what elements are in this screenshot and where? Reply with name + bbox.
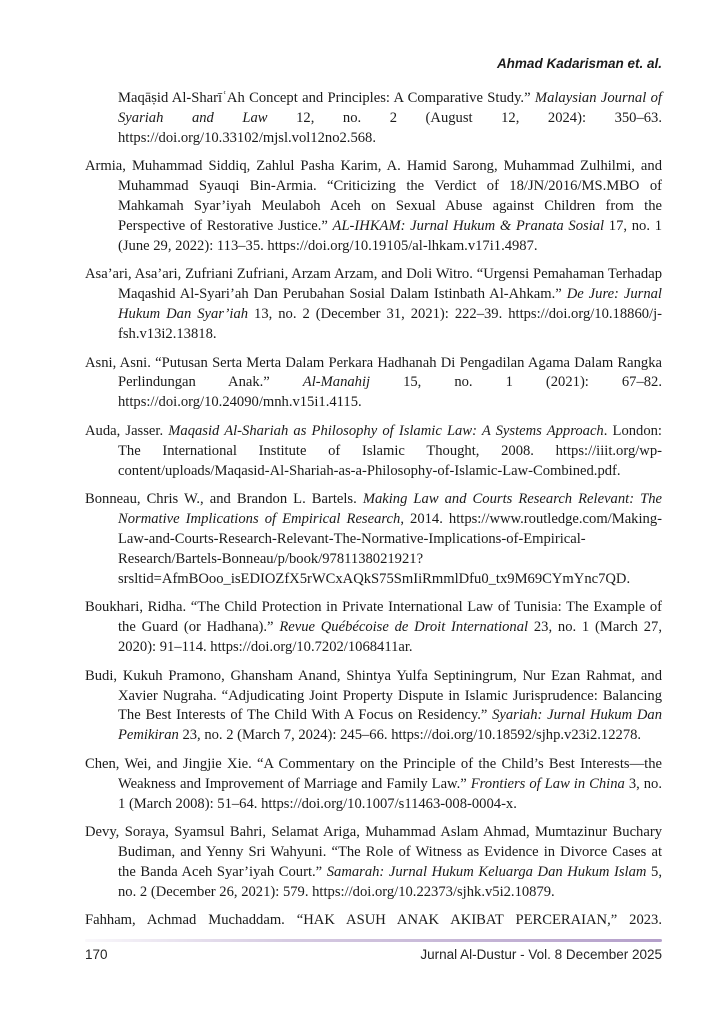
reference-text: , 2014. https://www.routledge.com/Making-Law-and-Courts-Research-Relevant-The-Normative-Implications-of-Empirical-Research/Bartels-Bonneau/p/book/9781138021921?srsltid=AfmBOoo_isEDIOZfX5rWCxAQkS75SmIiRmmlDfu0_tx9M69CYmYnc7QD. xyxy=(118,511,662,587)
reference-entry xyxy=(85,422,662,481)
reference-title-italic: Syariah: Jurnal Hukum Dan Pemikiran xyxy=(118,707,663,744)
reference-text: Chen, Wei, and Jingjie Xie. “A Commentary on the Principle of the Child’s Best Interests—the Weakness and Improvement of Marriage and Family Law.” xyxy=(85,755,662,792)
footer-divider xyxy=(85,939,662,942)
reference-title-italic: AL-IHKAM: Jurnal Hukum & Pranata Sosial xyxy=(332,217,605,234)
reference-entry xyxy=(85,823,662,902)
page-number: 170 xyxy=(85,947,108,962)
reference-entry xyxy=(85,157,662,256)
reference-text: Bonneau, Chris W., and Brandon L. Bartels. xyxy=(85,491,363,508)
reference-title-italic: De Jure: Jurnal Hukum Dan Syar’iah xyxy=(118,286,662,322)
reference-text: Maqāṣid Al-SharīʿAh Concept and Principles: A Comparative Study.” xyxy=(118,90,535,106)
reference-title-italic: Frontiers of Law in China xyxy=(470,775,625,792)
reference-text: Devy, Soraya, Syamsul Bahri, Selamat Ariga, Muhammad Aslam Ahmad, Mumtazinur Buchary Budiman, and Yenny Sri Wahyuni. “The Role of Witness as Evidence in Divorce Cases at the Banda Aceh Syar’iyah Court.” xyxy=(85,824,662,880)
reference-text: Budi, Kukuh Pramono, Ghansham Anand, Shintya Yulfa Septiningrum, Nur Ezan Rahmat, and Xavier Nugraha. “Adjudicating Joint Property Dispute in Islamic Jurisprudence: Balancing The Best Interests of The Child With A Focus on Residency.” xyxy=(85,667,662,724)
reference-entry xyxy=(85,755,662,814)
reference-text: Asni, Asni. “Putusan Serta Merta Dalam Perkara Hadhanah Di Pengadilan Agama Dalam Rangka Perlindungan Anak.” xyxy=(85,354,662,391)
reference-text: 23, no. 2 (March 7, 2024): 245–66. https://doi.org/10.18592/sjhp.v23i2.12278. xyxy=(178,727,642,744)
reference-entry xyxy=(85,265,662,344)
reference-text: Fahham, Achmad Muchaddam. “HAK ASUH ANAK AKIBAT PERCERAIAN,” 2023. xyxy=(85,912,662,929)
reference-entry xyxy=(85,598,662,657)
reference-title-italic: Samarah: Jurnal Hukum Keluarga Dan Hukum Islam xyxy=(326,863,647,880)
reference-text: Boukhari, Ridha. “The Child Protection in Private International Law of Tunisia: The Example of the Guard (or Hadhana).” xyxy=(85,599,662,636)
references-list xyxy=(85,89,662,940)
running-header-author: Ahmad Kadarisman et. al. xyxy=(496,56,662,71)
reference-text: 5, no. 2 (December 26, 2021): 579. https://doi.org/10.22373/sjhk.v5i2.10879. xyxy=(118,863,662,900)
reference-text: Asa’ari, Asa’ari, Zufriani Zufriani, Arzam Arzam, and Doli Witro. “Urgensi Pemahaman Terhadap Maqashid Al-Syari’ah Dan Perubahan Sosial Dalam Istinbath Al-Ahkam.” xyxy=(85,266,662,303)
reference-text: 23, no. 1 (March 27, 2020): 91–114. https://doi.org/10.7202/1068411ar. xyxy=(118,619,662,655)
reference-text: Armia, Muhammad Siddiq, Zahlul Pasha Karim, A. Hamid Sarong, Muhammad Zulhilmi, and Muhammad Syauqi Bin-Armia. “Criticizing the Verdict of 18/JN/2016/MS.MBO of Mahkamah Syar’iyah Meulaboh Aceh on Sexual Abuse against Children from the Perspective of Restorative Justice.” xyxy=(85,158,662,234)
reference-text: 17, no. 1 (June 29, 2022): 113–35. https://doi.org/10.19105/al-lhkam.v17i1.4987. xyxy=(118,217,662,254)
reference-entry xyxy=(85,490,662,589)
reference-title-italic: Making Law and Courts Research Relevant: The Normative Implications of Empirical Research xyxy=(118,491,662,528)
reference-entry xyxy=(85,667,662,746)
page-footer xyxy=(85,947,662,962)
reference-text: . London: The International Institute of Islamic Thought, 2008. https://iiit.org/wp-content/uploads/Maqasid-Al-Shariah-as-a-Philosophy-of-Islamic-Law-Combined.pdf. xyxy=(118,422,662,479)
reference-text: 3, no. 1 (March 2008): 51–64. https://doi.org/10.1007/s11463-008-0004-x. xyxy=(118,775,662,812)
reference-title-italic: Malaysian Journal of Syariah and Law xyxy=(118,90,662,126)
reference-entry xyxy=(85,89,662,148)
reference-title-italic: Maqasid Al-Shariah as Philosophy of Islamic Law: A Systems Approach xyxy=(168,422,604,439)
reference-text: 15, no. 1 (2021): 67–82. https://doi.org/10.24090/mnh.v15i1.4115. xyxy=(118,374,662,411)
reference-text: 12, no. 2 (August 12, 2024): 350–63. https://doi.org/10.33102/mjsl.vol12no2.568. xyxy=(118,109,662,146)
reference-title-italic: Revue Québécoise de Droit International xyxy=(279,619,529,636)
reference-text: 13, no. 2 (December 31, 2021): 222–39. https://doi.org/10.18860/j-fsh.v13i2.13818. xyxy=(118,305,663,342)
reference-text: Auda, Jasser. xyxy=(85,422,169,439)
reference-entry xyxy=(85,354,662,413)
reference-entry xyxy=(85,911,662,931)
journal-footer: Jurnal Al-Dustur - Vol. 8 December 2025 xyxy=(420,947,662,962)
reference-title-italic: Al-Manahij xyxy=(302,374,371,391)
